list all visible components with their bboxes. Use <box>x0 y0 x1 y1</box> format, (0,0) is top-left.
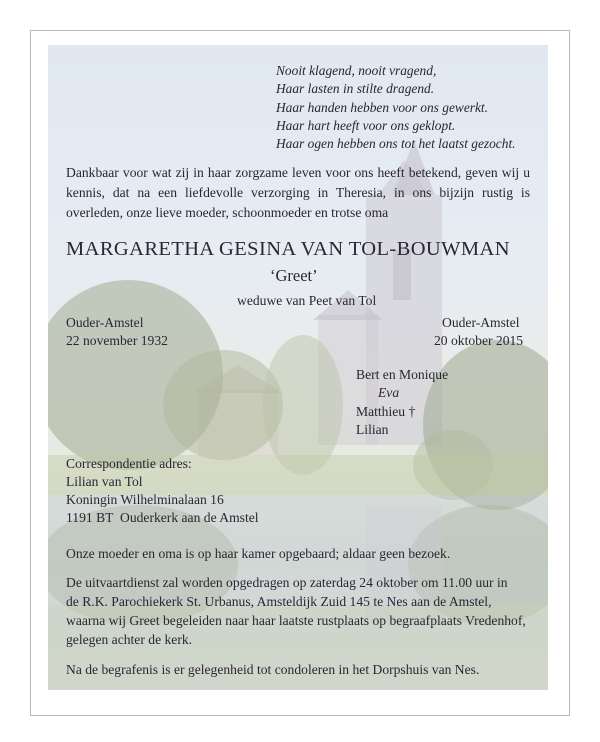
nickname: ‘Greet’ <box>270 266 318 285</box>
poem-line: Haar handen hebben voor ons gewerkt. <box>276 99 488 115</box>
viewing-notice: Onze moeder en oma is op haar kamer opgebaard; aldaar geen bezoek. <box>66 546 451 561</box>
poem-line: Haar lasten in stilte dragend. <box>276 81 435 97</box>
poem-line: Nooit klagend, nooit vragend, <box>276 63 437 78</box>
birth-place: Ouder-Amstel <box>66 315 144 330</box>
funeral-notice-line: de R.K. Parochiekerk St. Urbanus, Amsteldijk Zuid 145 te Nes aan de Amstel, <box>66 594 492 609</box>
deceased-name: MARGARETHA GESINA VAN TOL-BOUWMAN <box>66 238 510 260</box>
funeral-notice-line: waarna wij Greet begeleiden naar haar laatste rustplaats op begraafplaats Vredenhof, <box>66 613 526 628</box>
funeral-notice-line: De uitvaartdienst zal worden opgedragen op zaterdag 24 oktober om 11.00 uur in <box>66 575 508 590</box>
family-member: Lilian <box>356 422 389 438</box>
correspondence-line: Lilian van Tol <box>66 474 143 489</box>
family-member: Eva <box>378 385 400 401</box>
correspondence-label: Correspondentie adres: <box>66 456 192 471</box>
intro-paragraph: Dankbaar voor wat zij in haar zorgzame leven voor ons heeft betekend, geven wij u kennis, dat na een liefdevolle verzorging in Theresia, in ons bijzijn rustig is overleden, onze lieve moeder, schoonmoeder en trotse oma <box>66 165 530 220</box>
poem-line: Haar ogen hebben ons tot het laatst gezocht. <box>276 136 516 152</box>
death-place: Ouder-Amstel <box>442 315 520 330</box>
family-member: Bert en Monique <box>356 367 449 382</box>
correspondence-line: 1191 BT Ouderkerk aan de Amstel <box>66 510 259 525</box>
poem <box>276 62 516 153</box>
death-date: 20 oktober 2015 <box>434 333 524 348</box>
widow-of: weduwe van Peet van Tol <box>237 293 377 308</box>
family-member: Matthieu † <box>356 403 416 419</box>
funeral-notice-line: gelegen achter de kerk. <box>66 632 193 647</box>
birth-date: 22 november 1932 <box>66 333 168 348</box>
family-list <box>356 366 448 440</box>
poem-line: Haar hart heeft voor ons geklopt. <box>276 117 456 133</box>
condolence-notice: Na de begrafenis is er gelegenheid tot condoleren in het Dorpshuis van Nes. <box>66 662 480 677</box>
correspondence-line: Koningin Wilhelminalaan 16 <box>66 492 224 507</box>
